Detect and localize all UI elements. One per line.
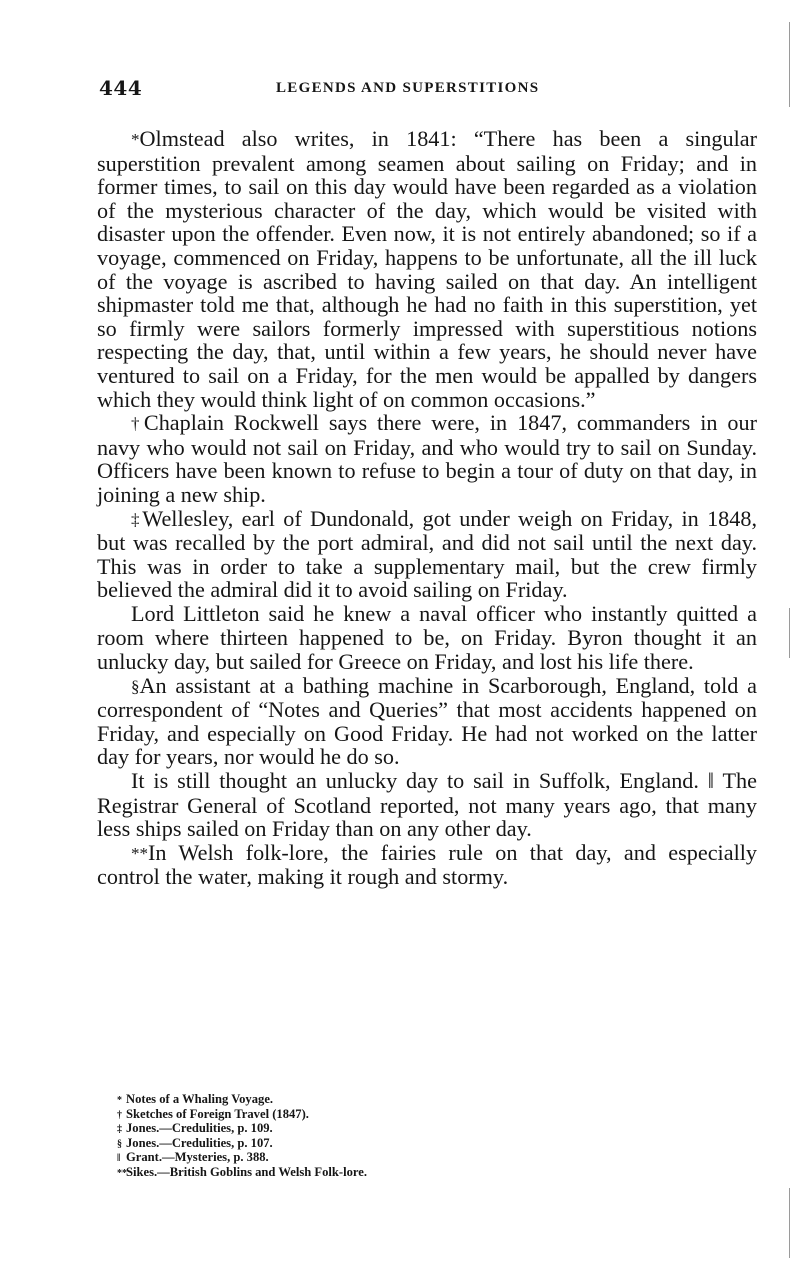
paragraph-suffolk <box>97 769 757 841</box>
footnote <box>117 1137 617 1152</box>
footnote <box>117 1108 617 1123</box>
footnote-marker: ‡ <box>131 509 143 529</box>
footnote-text: Jones.—Credulities, p. 107. <box>126 1135 273 1150</box>
footnote <box>117 1093 617 1108</box>
page-number: 444 <box>99 76 143 100</box>
footnote-marker: † <box>131 414 144 434</box>
footnote-text: Sketches of Foreign Travel (1847). <box>126 1106 309 1121</box>
paragraph-text: In Welsh folk-lore, the fairies rule on that day, and especially control the water, making it rough and stormy. <box>97 839 757 890</box>
paragraph-wellesley <box>97 507 757 602</box>
running-head: LEGENDS AND SUPERSTITIONS <box>276 80 540 96</box>
footnote <box>117 1151 617 1166</box>
paragraph-rockwell <box>97 411 757 506</box>
footnote-marker: § <box>131 676 140 696</box>
paragraph-text: It is still thought an unlucky day to sail in Suffolk, England. ‖ The Registrar General of Scotland reported, not many years ago, that many less ships sailed on Friday than on any other day. <box>97 768 757 842</box>
page-header <box>99 76 757 100</box>
paragraph-text: An assistant at a bathing machine in Scarborough, England, told a correspondent of “Notes and Queries” that most accidents happened on Friday, and especially on Good Friday. He had not worked on the latter day for years, nor would he do so. <box>97 672 757 770</box>
footnote-marker: ** <box>131 843 148 863</box>
paragraph-olmstead <box>97 127 757 411</box>
footnote-symbol: ‡ <box>117 1124 122 1136</box>
footnote-symbol: † <box>117 1109 122 1121</box>
footnote-text: Grant.—Mysteries, p. 388. <box>126 1150 269 1165</box>
paragraph-text: Wellesley, earl of Dundonald, got under weigh on Friday, in 1848, but was recalled by the port admiral, and did not sail until the next day. This was in order to take a supplementary mail, but the crew firmly believed the admiral did it to avoid sailing on Friday. <box>97 505 758 603</box>
page-edge-line <box>789 22 790 107</box>
footnote-text: Notes of a Whaling Voyage. <box>126 1092 274 1106</box>
paragraph-scarborough <box>97 674 757 769</box>
footnote-text: Jones.—Credulities, p. 109. <box>126 1121 273 1136</box>
footnote-marker: * <box>131 130 140 149</box>
paragraph-text: Olmstead also writes, in 1841: “There has been a singular superstition prevalent among seamen about sailing on Friday; and in former times, to sail on this day would have been regarded as a violation of the mysterious character of the day, which would be visited with disaster upon the offender. Even now, it is not entirely abandoned; so if a voyage, commenced on Friday, happens to be unfortunate, all the ill luck of the voyage is ascribed to having sailed on that day. An intelligent shipmaster told me that, although he had no faith in this superstition, yet so firmly were sailors formerly impressed with superstitious notions respecting the day, that, until within a few years, he should never have ventured to sail on a Friday, for the men would be appalled by dangers which they would think light of on common occasions.” <box>97 126 757 412</box>
footnotes <box>117 1093 617 1181</box>
footnote <box>117 1166 617 1181</box>
page-edge-line <box>789 608 790 658</box>
footnote <box>117 1122 617 1137</box>
paragraph-text: Chaplain Rockwell says there were, in 1847, commanders in our navy who would not sail on Friday, and who would try to sail on Sunday. Officers have been known to refuse to begin a tour of duty on that day, in joining a new ship. <box>97 410 757 507</box>
body-text <box>97 127 757 889</box>
footnote-symbol: ‖ <box>117 1153 121 1165</box>
page-edge-line <box>789 1188 790 1258</box>
paragraph-littleton <box>97 602 757 674</box>
footnote-text: Sikes.—British Goblins and Welsh Folk-lore. <box>126 1164 367 1179</box>
paragraph-text: Lord Littleton said he knew a naval officer who instantly quitted a room where thirteen happened to be, on Friday. Byron thought it an unlucky day, but sailed for Greece on Friday, and lost his life there. <box>97 600 757 675</box>
footnote-symbol: * <box>117 1095 122 1106</box>
footnote-symbol: ** <box>117 1167 127 1179</box>
paragraph-welsh <box>97 841 757 889</box>
footnote-symbol: § <box>117 1138 122 1150</box>
